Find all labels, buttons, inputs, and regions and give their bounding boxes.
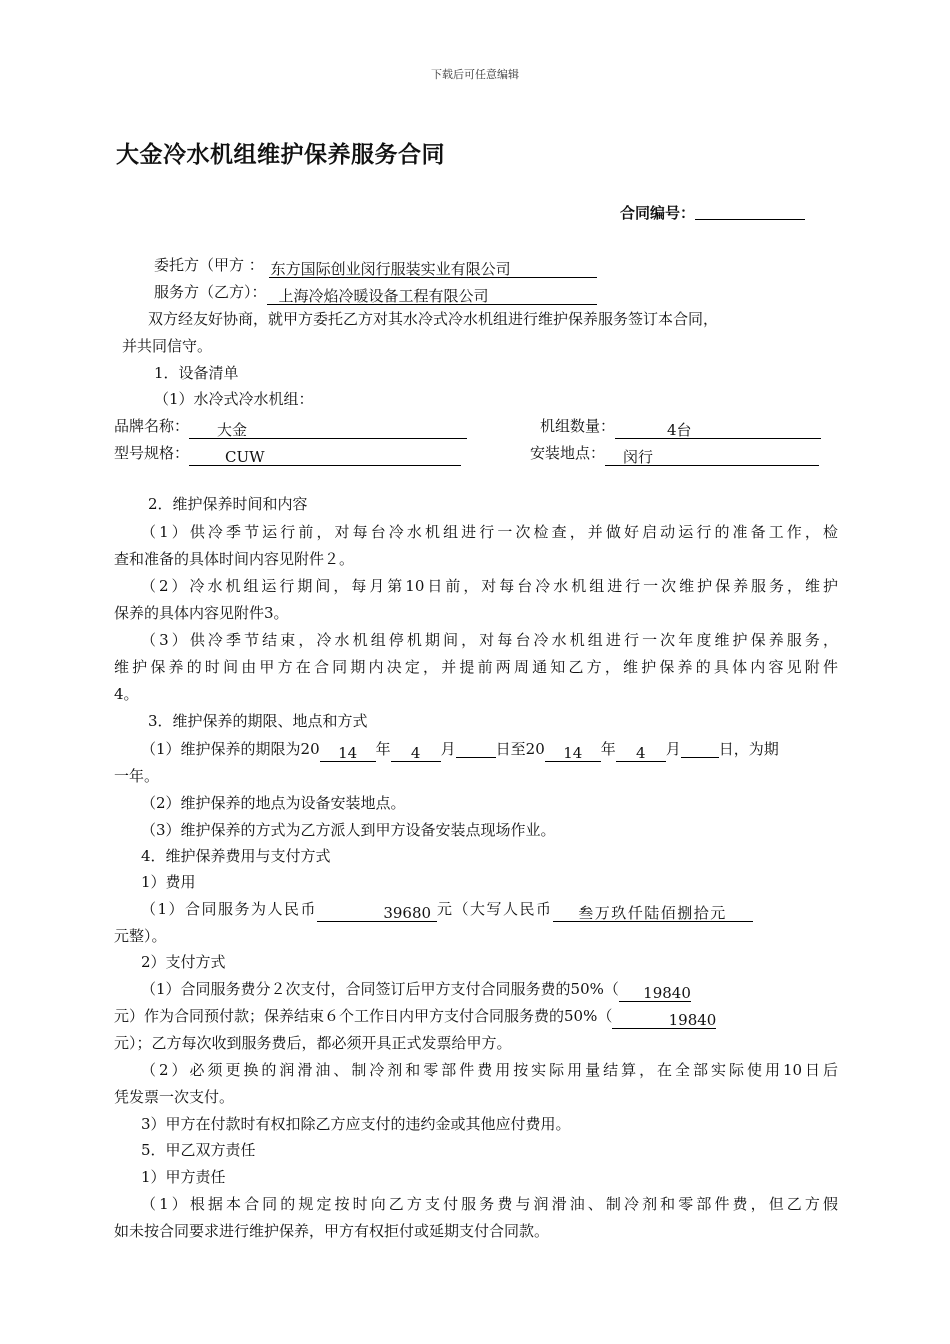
section-3-item-1-line-2: 一年。 [114, 767, 160, 785]
payment-1-amount: 19840 [643, 984, 691, 1002]
section-5-heading: 5．甲乙双方责任 [141, 1141, 256, 1159]
start-month-unit: 月 [440, 740, 456, 758]
model-value-field [189, 447, 461, 466]
section-2-item-3-line-2: 维护保养的时间由甲方在合同期内决定，并提前两周通知乙方，维护保养的具体内容见附件 [114, 658, 838, 676]
provider-line [154, 282, 878, 305]
location-value-field [605, 447, 819, 466]
brand-field [114, 416, 467, 439]
start-month: 4 [410, 744, 421, 762]
section-3-heading: 3．维护保养的期限、地点和方式 [148, 712, 368, 730]
section-2-item-3-line-3: 4。 [114, 685, 139, 703]
client-name: 东方国际创业闵行服装实业有限公司 [270, 260, 511, 278]
model-field [114, 443, 461, 466]
start-year-field [320, 743, 376, 762]
location-label: 安装地点： [530, 444, 606, 462]
client-line [154, 255, 878, 278]
section-2-item-1-line-1: （1）供冷季节运行前，对每台冷水机组进行一次检查，并做好启动运行的准备工作，检 [141, 523, 838, 541]
period-prefix: （1）维护保养的期限为20 [141, 740, 320, 758]
intro-line-1: 双方经友好协商，就甲方委托乙方对其水冷式冷水机组进行维护保养服务签订本合同， [148, 310, 719, 328]
intro-line-2: 并共同信守。 [122, 337, 213, 355]
end-month-unit: 月 [665, 740, 681, 758]
start-month-field [391, 743, 441, 762]
fee-mid: 元（大写人民币 [437, 900, 553, 918]
payment-2-amount-field [612, 1010, 716, 1029]
client-name-field [269, 259, 597, 278]
quantity-value-field [615, 420, 821, 439]
fee-amount: 39680 [383, 904, 432, 922]
payment-2-amount: 19840 [668, 1011, 717, 1029]
section-2-heading: 2．维护保养时间和内容 [148, 495, 308, 513]
section-5-item-1-line-1: （1）根据本合同的规定按时向乙方支付服务费与润滑油、制冷剂和零部件费，但乙方假 [141, 1195, 838, 1213]
quantity-field [540, 416, 821, 439]
fee-amount-field [317, 903, 437, 922]
payment-2-prefix: 元）作为合同预付款；保养结束６个工作日内甲方支付合同服务费的50%（ [114, 1007, 613, 1025]
fee-prefix: （1）合同服务为人民币 [141, 900, 318, 918]
model-label: 型号规格： [114, 444, 190, 462]
model-value: CUW [225, 448, 265, 466]
end-month: 4 [636, 744, 646, 762]
page-header: 下载后可任意编辑 [431, 68, 519, 81]
fee-words-field [553, 903, 753, 922]
section-4-fee-line-1 [141, 899, 838, 922]
section-2-item-1-line-2: 查和准备的具体时间内容见附件２。 [114, 550, 355, 568]
section-4-payment-line-1 [141, 979, 838, 1002]
provider-name-field [267, 286, 597, 305]
brand-label: 品牌名称： [114, 417, 190, 435]
provider-label: 服务方（乙方）： [154, 283, 267, 301]
section-4-payment-2-line-2: 凭发票一次支付。 [114, 1088, 235, 1106]
brand-value: 大金 [217, 421, 248, 439]
provider-name: 上海冷焰冷暖设备工程有限公司 [278, 287, 489, 305]
section-4-fee-line-2: 元整）。 [114, 927, 167, 945]
section-2-item-3-line-1: （3）供冷季节结束，冷水机组停机期间，对每台冷水机组进行一次年度维护保养服务， [141, 631, 838, 649]
section-1-heading: 1．设备清单 [154, 364, 239, 382]
section-4-heading: 4．维护保养费用与支付方式 [141, 847, 331, 865]
location-value: 闵行 [623, 448, 654, 466]
section-4-payment-line-2 [114, 1006, 838, 1029]
section-4-sub-1: 1）费用 [141, 873, 196, 891]
page-title: 大金冷水机组维护保养服务合同 [116, 142, 445, 168]
end-year-field [545, 743, 601, 762]
section-5-item-1-line-2: 如未按合同要求进行维护保养，甲方有权拒付或延期支付合同款。 [114, 1222, 550, 1240]
contract-number [620, 202, 805, 223]
contract-number-label: 合同编号： [620, 204, 696, 222]
section-2-item-2-line-1: （2）冷水机组运行期间，每月第10日前，对每台冷水机组进行一次维护保养服务，维护 [141, 577, 838, 595]
section-4-sub-2: 2）支付方式 [141, 953, 226, 971]
contract-number-blank [695, 205, 805, 220]
period-mid: 日至20 [495, 740, 545, 758]
end-month-field [616, 743, 666, 762]
quantity-label: 机组数量： [540, 417, 616, 435]
location-field [530, 443, 819, 466]
end-year-unit: 年 [600, 740, 616, 758]
end-year: 14 [563, 744, 583, 762]
brand-value-field [189, 420, 467, 439]
start-day-blank [456, 739, 496, 758]
payment-1-prefix: （1）合同服务费分２次支付，合同签订后甲方支付合同服务费的50%（ [141, 980, 619, 998]
section-5-sub-1: 1）甲方责任 [141, 1168, 226, 1186]
start-year-unit: 年 [375, 740, 391, 758]
section-4-sub-3: 3）甲方在付款时有权扣除乙方应支付的违约金或其他应付费用。 [141, 1115, 571, 1133]
period-suffix: 日，为期 [718, 740, 779, 758]
payment-1-amount-field [619, 983, 691, 1002]
section-3-item-3: （3）维护保养的方式为乙方派人到甲方设备安装点现场作业。 [141, 821, 556, 839]
section-3-item-1-line-1 [141, 739, 838, 762]
section-3-item-2: （2）维护保养的地点为设备安装地点。 [141, 794, 406, 812]
section-4-payment-line-3: 元）；乙方每次收到服务费后，都必须开具正式发票给甲方。 [114, 1034, 512, 1052]
section-2-item-2-line-2: 保养的具体内容见附件3。 [114, 604, 289, 622]
fee-words: 叁万玖仟陆佰捌拾元 [578, 904, 727, 922]
section-1-item-1: （1）水冷式冷水机组： [154, 390, 314, 408]
client-label: 委托方（甲方 ： [154, 256, 264, 274]
quantity-value: 4台 [667, 421, 692, 439]
start-year: 14 [338, 744, 358, 762]
end-day-blank [681, 739, 719, 758]
section-4-payment-2-line-1: （2）必须更换的润滑油、制冷剂和零部件费用按实际用量结算，在全部实际使用10日后 [141, 1061, 838, 1079]
